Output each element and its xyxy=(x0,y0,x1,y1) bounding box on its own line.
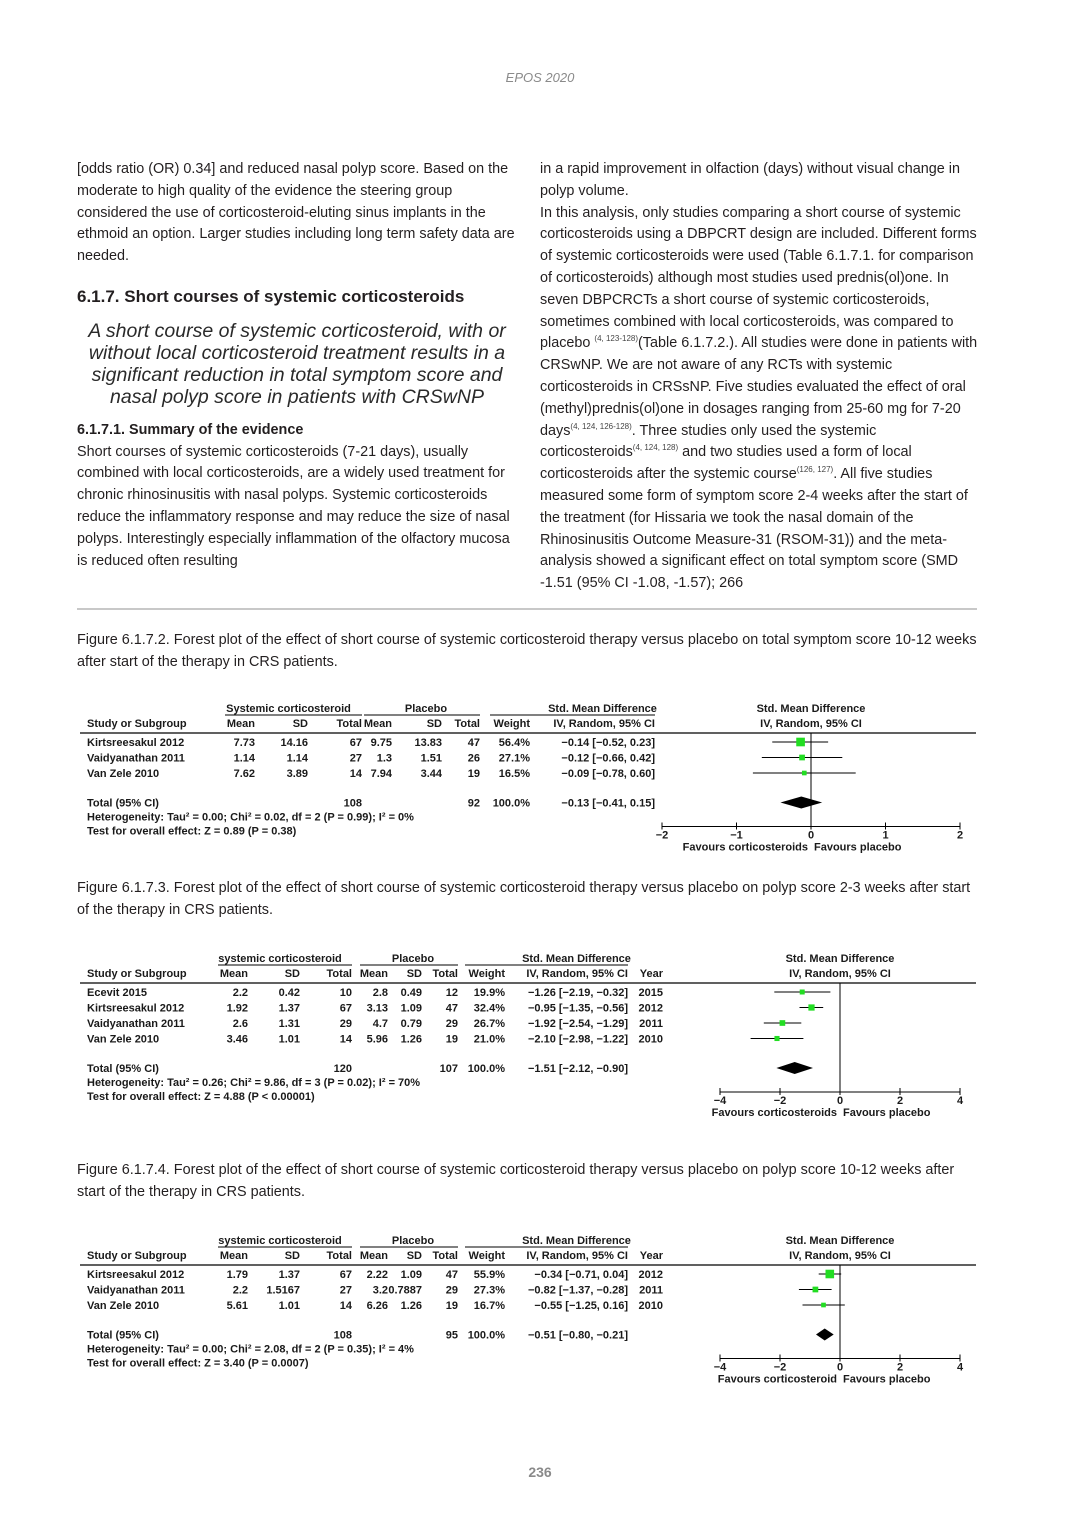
experimental-total: 29 xyxy=(339,1018,352,1030)
total-ci-text: −1.51 [−2.12, −0.90] xyxy=(528,1063,628,1075)
experimental-total-sum: 108 xyxy=(343,797,362,810)
study-label: Van Zele 2010 xyxy=(87,1033,160,1046)
control-sd: 13.83 xyxy=(414,737,442,749)
group-header-effect: Std. Mean Difference xyxy=(548,703,657,715)
control-total: 47 xyxy=(445,1269,458,1281)
experimental-total: 10 xyxy=(339,987,352,999)
control-mean: 1.3 xyxy=(376,752,392,765)
experimental-mean: 7.73 xyxy=(233,737,255,749)
study-marker xyxy=(800,990,805,995)
citation: (4, 123-128) xyxy=(594,334,639,344)
control-total: 12 xyxy=(445,987,458,999)
section-heading: 6.1.7. Short courses of systemic corticosteroids xyxy=(77,286,465,306)
forest-plot-svg xyxy=(80,1222,980,1386)
column-header: SD xyxy=(406,968,422,980)
study-weight: 55.9% xyxy=(473,1269,505,1281)
plot-title: Std. Mean Difference xyxy=(785,1235,895,1247)
study-label: Kirtsreesakul 2012 xyxy=(87,1269,185,1281)
effect-ci-text: −0.82 [−1.37, −0.28] xyxy=(528,1284,628,1297)
control-total: 47 xyxy=(445,1002,458,1015)
control-total-sum: 92 xyxy=(467,797,480,810)
figure-caption-2: Figure 6.1.7.3. Forest plot of the effect of short course of systemic corticosteroid therapy versus placebo on polyp score 2-3 weeks after start of the therapy in CRS patients. xyxy=(77,880,971,918)
total-weight: 100.0% xyxy=(467,1063,505,1075)
experimental-total: 67 xyxy=(339,1269,352,1281)
x-tick-label: −2 xyxy=(773,1361,787,1374)
column-header: Mean xyxy=(219,1250,248,1262)
plot-subtitle: IV, Random, 95% CI xyxy=(789,1250,891,1262)
control-total: 29 xyxy=(445,1284,458,1297)
control-sd: 0.79 xyxy=(400,1018,422,1030)
figure-caption-1: Figure 6.1.7.2. Forest plot of the effect of short course of systemic corticosteroid therapy versus placebo on total symptom score 10-12 weeks after start of the therapy in CRS patients. xyxy=(77,632,977,670)
x-tick-label: 0 xyxy=(836,1361,844,1374)
study-marker xyxy=(813,1287,819,1293)
experimental-sd: 0.42 xyxy=(278,987,300,999)
page-number: 236 xyxy=(528,1464,552,1480)
control-mean: 7.94 xyxy=(370,768,392,780)
control-mean: 3.2 xyxy=(372,1284,388,1297)
study-year: 2010 xyxy=(638,1033,663,1046)
pooled-estimate-diamond xyxy=(776,1062,813,1074)
experimental-mean: 1.14 xyxy=(233,752,255,765)
effect-ci-text: −0.14 [−0.52, 0.23] xyxy=(561,737,655,749)
study-year: 2015 xyxy=(638,987,663,999)
effect-ci-text: −2.10 [−2.98, −1.22] xyxy=(528,1033,628,1046)
control-mean: 3.13 xyxy=(366,1002,388,1015)
control-sd: 1.51 xyxy=(420,752,442,765)
right-column xyxy=(540,159,980,595)
column-header: Total xyxy=(454,718,480,730)
study-marker xyxy=(821,1303,826,1308)
study-weight: 21.0% xyxy=(473,1033,505,1046)
study-label: Kirtsreesakul 2012 xyxy=(87,737,185,749)
column-header: Mean xyxy=(219,968,248,980)
column-header: IV, Random, 95% CI xyxy=(526,968,628,980)
running-header: EPOS 2020 xyxy=(505,70,575,85)
experimental-sd: 1.01 xyxy=(278,1033,300,1046)
x-tick-label: 4 xyxy=(956,1361,964,1374)
control-sd: 1.09 xyxy=(400,1269,422,1281)
group-header-control: Placebo xyxy=(391,953,435,965)
favours-right-label: Favours placebo xyxy=(843,1373,931,1386)
column-header: Total xyxy=(336,718,362,730)
experimental-mean: 2.2 xyxy=(232,987,248,999)
experimental-sd: 1.5167 xyxy=(266,1284,300,1297)
plot-subtitle: IV, Random, 95% CI xyxy=(789,968,891,980)
column-header: Study or Subgroup xyxy=(87,1250,187,1262)
control-mean: 4.7 xyxy=(372,1018,388,1030)
study-weight: 27.1% xyxy=(498,752,530,765)
control-total-sum: 95 xyxy=(445,1329,458,1342)
x-tick-label: 2 xyxy=(956,829,964,842)
experimental-total: 14 xyxy=(339,1033,352,1046)
control-total: 19 xyxy=(445,1033,458,1046)
study-year: 2012 xyxy=(638,1269,663,1281)
study-marker xyxy=(780,1020,786,1026)
group-header-experimental: Systemic corticosteroid xyxy=(226,703,351,715)
column-header: SD xyxy=(284,968,300,980)
study-marker xyxy=(799,755,805,761)
study-year: 2010 xyxy=(638,1300,663,1312)
column-header: SD xyxy=(406,1250,422,1262)
column-header: Study or Subgroup xyxy=(87,968,187,980)
key-message-callout: A short course of systemic corticosteroid, with or without local corticosteroid treatment results in a significant reduction in total symptom score and nasal polyp score in patients with CRSwNP xyxy=(88,319,506,408)
experimental-total-sum: 108 xyxy=(333,1329,352,1342)
study-label: Vaidyanathan 2011 xyxy=(87,752,185,765)
effect-ci-text: −1.26 [−2.19, −0.32] xyxy=(528,987,628,999)
effect-ci-text: −0.55 [−1.25, 0.16] xyxy=(534,1300,628,1312)
control-total: 19 xyxy=(445,1300,458,1312)
plot-title: Std. Mean Difference xyxy=(785,953,895,965)
control-mean: 9.75 xyxy=(370,737,392,749)
x-tick-label: 4 xyxy=(956,1095,964,1107)
control-total: 19 xyxy=(467,768,480,780)
column-header: Mean xyxy=(226,718,255,730)
x-tick-label: −4 xyxy=(713,1361,727,1374)
study-label: Van Zele 2010 xyxy=(87,1300,160,1312)
total-ci-text: −0.13 [−0.41, 0.15] xyxy=(561,797,655,810)
total-label: Total (95% CI) xyxy=(87,797,159,810)
analysis-paragraph: In this analysis, only studies comparing a short course of systemic corticosteroids using a DBPCRT design are included. Different forms of systemic corticosteroids were used (Table 6.1.7.1. for comparison of corticosteroids) although most studies used prednis(ol)one. In seven DBPCRCTs a short course of systemic corticosteroids, sometimes combined with local corticosteroids, was compared to placebo $^{(4, 123-128)}$(Table 6.1.7.2.). All studies were done in patients with CRSwNP. We are not aware of any RCTs with systemic corticosteroids in CRSsNP. Five studies evaluated the effect of oral (methyl)prednis(ol)one in dosages ranging from 25-60 mg for 7-20 days$^{(4, 124, 126-128)}$. Three studies only used the systemic corticosteroids$^{(4, 124, 128)}$ and two studies used a form of local corticosteroids after the systemic course$^{(126, 127)}$. All five studies measured some form of symptom score 2-4 weeks after the start of the treatment (for Hissaria we took the nasal domain of the Rhinosinusitis Outcome Measure-31 (RSOM-31)) and the meta-analysis showed a significant effect on total symptom score (SMD -1.51 (95% CI -1.08, -1.57); 266 xyxy=(540,204,978,592)
total-weight: 100.0% xyxy=(492,797,530,810)
x-tick-label: 2 xyxy=(896,1095,904,1107)
experimental-total: 14 xyxy=(339,1300,352,1312)
favours-right-label: Favours placebo xyxy=(814,841,902,854)
experimental-sd: 14.16 xyxy=(280,737,308,749)
experimental-sd: 1.37 xyxy=(278,1002,300,1015)
experimental-sd: 1.01 xyxy=(278,1300,300,1312)
column-header: Weight xyxy=(468,1250,505,1262)
control-sd: 3.44 xyxy=(420,768,442,780)
effect-ci-text: −1.92 [−2.54, −1.29] xyxy=(528,1018,628,1030)
study-marker xyxy=(808,1004,814,1010)
citation: (4, 124, 126-128) xyxy=(570,421,632,431)
experimental-sd: 3.89 xyxy=(286,768,308,780)
x-tick-label: 1 xyxy=(882,829,889,842)
study-weight: 26.7% xyxy=(473,1018,505,1030)
column-header: Mean xyxy=(359,1250,388,1262)
column-header: Mean xyxy=(363,718,392,730)
total-label: Total (95% CI) xyxy=(87,1063,159,1075)
experimental-mean: 7.62 xyxy=(233,768,255,780)
x-tick-label: −1 xyxy=(730,829,743,842)
experimental-sd: 1.31 xyxy=(278,1018,300,1030)
column-header: Total xyxy=(326,1250,352,1262)
experimental-mean: 3.46 xyxy=(226,1033,248,1046)
favours-left-label: Favours corticosteroids xyxy=(682,841,808,854)
total-ci-text: −0.51 [−0.80, −0.21] xyxy=(528,1329,628,1342)
overall-effect-text: Test for overall effect: Z = 3.40 (P = 0.0007) xyxy=(87,1357,309,1370)
forest-plot-2 xyxy=(80,940,980,1119)
column-header: Weight xyxy=(493,718,530,730)
control-sd: 1.09 xyxy=(400,1002,422,1015)
effect-ci-text: −0.12 [−0.66, 0.42] xyxy=(561,752,655,765)
group-header-experimental: systemic corticosteroid xyxy=(218,953,342,965)
intro-paragraph: [odds ratio (OR) 0.34] and reduced nasal polyp score. Based on the moderate to high quality of the evidence the steering group considered the use of corticosteroid-eluting sinus implants in the ethmoid an option. Larger studies including long term safety data are needed. xyxy=(77,161,515,265)
study-weight: 16.5% xyxy=(498,768,530,780)
experimental-total: 27 xyxy=(349,752,362,765)
column-header: Total xyxy=(432,968,458,980)
study-weight: 32.4% xyxy=(473,1002,505,1015)
experimental-mean: 1.79 xyxy=(226,1269,248,1281)
x-tick-label: −2 xyxy=(655,829,669,842)
column-header: IV, Random, 95% CI xyxy=(553,718,655,730)
control-mean: 6.26 xyxy=(366,1300,388,1312)
forest-plot-svg xyxy=(80,690,980,854)
study-label: Vaidyanathan 2011 xyxy=(87,1284,185,1297)
study-marker xyxy=(826,1270,835,1279)
heterogeneity-text: Heterogeneity: Tau² = 0.00; Chi² = 2.08, df = 2 (P = 0.35); I² = 4% xyxy=(87,1343,414,1356)
forest-plot-3 xyxy=(80,1222,980,1386)
study-weight: 16.7% xyxy=(473,1300,505,1312)
column-header: Total xyxy=(432,1250,458,1262)
group-header-effect: Std. Mean Difference xyxy=(522,1235,631,1247)
pooled-estimate-diamond xyxy=(780,797,822,809)
experimental-sd: 1.14 xyxy=(286,752,308,765)
column-header: SD xyxy=(284,1250,300,1262)
experimental-mean: 2.2 xyxy=(232,1284,248,1297)
forest-plot-svg xyxy=(80,940,980,1119)
control-sd: 0.49 xyxy=(400,987,422,999)
effect-ci-text: −0.34 [−0.71, 0.04] xyxy=(534,1269,628,1281)
study-label: Ecevit 2015 xyxy=(87,987,147,999)
control-total: 29 xyxy=(445,1018,458,1030)
study-marker xyxy=(774,1036,779,1041)
figure-caption-3: Figure 6.1.7.4. Forest plot of the effect of short course of systemic corticosteroid therapy versus placebo on polyp score 10-12 weeks after start of the therapy in CRS patients. xyxy=(77,1162,955,1200)
column-header: Total xyxy=(326,968,352,980)
effect-ci-text: −0.09 [−0.78, 0.60] xyxy=(561,768,655,780)
total-label: Total (95% CI) xyxy=(87,1329,159,1342)
citation: (126, 127) xyxy=(796,465,834,475)
control-sd: 0.7887 xyxy=(388,1284,422,1297)
experimental-total: 27 xyxy=(339,1284,352,1297)
control-sd: 1.26 xyxy=(400,1300,422,1312)
overall-effect-text: Test for overall effect: Z = 0.89 (P = 0.38) xyxy=(87,825,297,838)
column-header: SD xyxy=(292,718,308,730)
overall-effect-text: Test for overall effect: Z = 4.88 (P < 0.00001) xyxy=(87,1091,315,1103)
group-header-control: Placebo xyxy=(404,703,448,715)
favours-left-label: Favours corticosteroids xyxy=(711,1107,837,1119)
control-sd: 1.26 xyxy=(400,1033,422,1046)
forest-plot-1 xyxy=(80,690,980,854)
study-year: 2011 xyxy=(639,1284,663,1297)
citation: (4, 124, 128) xyxy=(632,443,679,453)
x-tick-label: −2 xyxy=(773,1095,787,1107)
study-year: 2012 xyxy=(638,1002,663,1015)
experimental-total-sum: 120 xyxy=(333,1063,352,1075)
section-divider xyxy=(77,608,977,610)
column-header: Year xyxy=(639,1250,663,1262)
x-tick-label: 0 xyxy=(807,829,815,842)
x-tick-label: −4 xyxy=(713,1095,727,1107)
plot-title: Std. Mean Difference xyxy=(756,703,866,715)
study-marker xyxy=(802,771,807,776)
pooled-estimate-diamond xyxy=(816,1329,834,1341)
study-label: Vaidyanathan 2011 xyxy=(87,1018,185,1030)
study-weight: 19.9% xyxy=(473,987,505,999)
favours-right-label: Favours placebo xyxy=(843,1107,931,1119)
experimental-total: 14 xyxy=(349,768,362,780)
study-weight: 27.3% xyxy=(473,1284,505,1297)
study-weight: 56.4% xyxy=(498,737,530,749)
column-header: Year xyxy=(639,968,663,980)
column-header: Mean xyxy=(359,968,388,980)
effect-ci-text: −0.95 [−1.35, −0.56] xyxy=(528,1002,628,1015)
column-header: Weight xyxy=(468,968,505,980)
experimental-mean: 1.92 xyxy=(226,1002,248,1015)
olfaction-paragraph: in a rapid improvement in olfaction (days) without visual change in polyp volume. xyxy=(540,161,960,199)
column-header: Study or Subgroup xyxy=(87,718,187,730)
group-header-experimental: systemic corticosteroid xyxy=(218,1235,342,1247)
favours-left-label: Favours corticosteroid xyxy=(717,1373,837,1386)
experimental-sd: 1.37 xyxy=(278,1269,300,1281)
control-mean: 2.22 xyxy=(366,1269,388,1281)
summary-paragraph: Short courses of systemic corticosteroids (7-21 days), usually combined with local corticosteroids, are a widely used treatment for chronic rhinosinusitis with nasal polyps. Systemic corticosteroids reduce the inflammatory response and may reduce the size of nasal polyps. Interestingly especially inflammation of the olfactory mucosa is reduced often resulting xyxy=(77,443,510,569)
control-total-sum: 107 xyxy=(439,1063,458,1075)
experimental-mean: 2.6 xyxy=(232,1018,248,1030)
experimental-total: 67 xyxy=(339,1002,352,1015)
study-label: Kirtsreesakul 2012 xyxy=(87,1002,185,1015)
group-header-effect: Std. Mean Difference xyxy=(522,953,631,965)
subsection-heading: 6.1.7.1. Summary of the evidence xyxy=(77,421,304,438)
left-column xyxy=(77,159,517,572)
column-header: SD xyxy=(426,718,442,730)
group-header-control: Placebo xyxy=(391,1235,435,1247)
study-marker xyxy=(796,738,805,747)
control-total: 47 xyxy=(467,737,480,749)
total-weight: 100.0% xyxy=(467,1329,505,1342)
control-total: 26 xyxy=(467,752,480,765)
x-tick-label: 2 xyxy=(896,1361,904,1374)
control-mean: 2.8 xyxy=(372,987,388,999)
x-tick-label: 0 xyxy=(836,1095,844,1107)
study-label: Van Zele 2010 xyxy=(87,768,160,780)
heterogeneity-text: Heterogeneity: Tau² = 0.00; Chi² = 0.02, df = 2 (P = 0.99); I² = 0% xyxy=(87,811,414,824)
experimental-total: 67 xyxy=(349,737,362,749)
column-header: IV, Random, 95% CI xyxy=(526,1250,628,1262)
study-year: 2011 xyxy=(639,1018,663,1030)
control-mean: 5.96 xyxy=(366,1033,388,1046)
plot-subtitle: IV, Random, 95% CI xyxy=(760,718,862,730)
heterogeneity-text: Heterogeneity: Tau² = 0.26; Chi² = 9.86, df = 3 (P = 0.02); I² = 70% xyxy=(87,1077,421,1089)
experimental-mean: 5.61 xyxy=(226,1300,248,1312)
